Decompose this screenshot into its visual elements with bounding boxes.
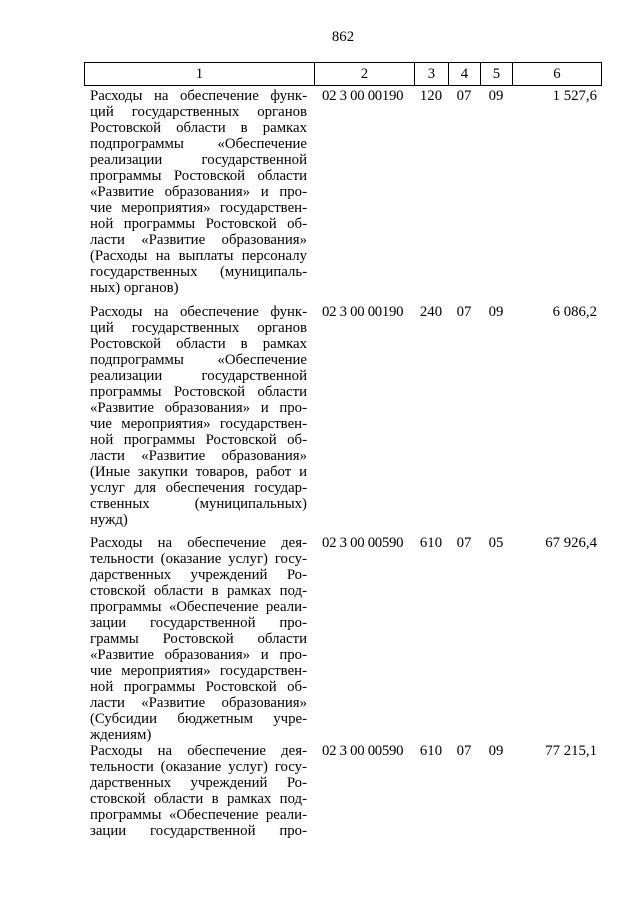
amount-cell: 77 215,1 [545, 743, 597, 759]
description-line: чие мероприятия» государствен- [90, 200, 307, 216]
description-line: (Субсидии бюджетным учре- [90, 711, 307, 727]
description-line: чие мероприятия» государствен- [90, 663, 307, 679]
description-line: стовской области в рамках под- [90, 791, 307, 807]
description-line: ной программы Ростовской об- [90, 679, 307, 695]
col5-cell: 09 [488, 743, 504, 759]
table-row [84, 535, 602, 743]
description-line: тельности (оказание услуг) госу- [90, 759, 307, 775]
description-cell [84, 304, 314, 528]
col4-cell: 07 [456, 304, 472, 320]
col3-cell: 240 [419, 304, 443, 320]
description-line: ных) органов) [90, 280, 179, 296]
col4-cell: 07 [456, 743, 472, 759]
header-col-2: 2 [314, 63, 414, 85]
description-line: подпрограммы «Обеспечение [90, 352, 307, 368]
description-line: Расходы на обеспечение дея- [90, 743, 307, 759]
description-line: (Расходы на выплаты персоналу [90, 248, 307, 264]
description-line: зации государственной про- [90, 823, 307, 839]
page-number: 862 [331, 29, 355, 45]
description-line: (Иные закупки товаров, работ и [90, 464, 307, 480]
description-line: программы «Обеспечение реали- [90, 807, 307, 823]
description-line: ций государственных органов [90, 104, 307, 120]
header-col-1: 1 [195, 66, 204, 82]
description-line: Расходы на обеспечение дея- [90, 535, 307, 551]
amount-cell: 67 926,4 [545, 535, 597, 551]
description-line: чие мероприятия» государствен- [90, 416, 307, 432]
description-line: ций государственных органов [90, 320, 307, 336]
col5-cell: 09 [488, 88, 504, 104]
description-line: подпрограммы «Обеспечение [90, 136, 307, 152]
description-line: зации государственной про- [90, 615, 307, 631]
table-row [84, 304, 602, 535]
description-line: дарственных учреждений Ро- [90, 775, 307, 791]
description-line: услуг для обеспечения государ- [90, 480, 307, 496]
table-body [84, 86, 602, 839]
description-line: нужд) [90, 512, 128, 528]
code-cell: 02 3 00 00190 [322, 304, 404, 320]
description-cell [84, 535, 314, 743]
col3-cell: 610 [419, 535, 443, 551]
col5-cell: 05 [488, 535, 504, 551]
table-header-row [84, 62, 602, 86]
amount-cell: 6 086,2 [552, 304, 597, 320]
description-line: ной программы Ростовской об- [90, 432, 307, 448]
col5-cell: 09 [488, 304, 504, 320]
col4-cell: 07 [456, 535, 472, 551]
budget-table [84, 62, 602, 839]
amount-cell: 1 527,6 [552, 88, 597, 104]
header-col-3: 3 [414, 63, 448, 85]
description-line: программы «Обеспечение реали- [90, 599, 307, 615]
table-row [84, 743, 602, 839]
header-col-5: 5 [480, 63, 512, 85]
code-cell: 02 3 00 00190 [322, 88, 404, 104]
description-line: государственных (муниципаль- [90, 264, 307, 280]
description-line: ной программы Ростовской об- [90, 216, 307, 232]
description-line: граммы Ростовской области [90, 631, 307, 647]
description-line: тельности (оказание услуг) госу- [90, 551, 307, 567]
description-line: программы Ростовской области [90, 168, 307, 184]
description-line: ласти «Развитие образования» [90, 232, 307, 248]
description-line: Ростовской области в рамках [90, 336, 307, 352]
description-line: ственных (муниципальных) [90, 496, 307, 512]
code-cell: 02 3 00 00590 [322, 535, 404, 551]
description-line: Расходы на обеспечение функ- [90, 88, 307, 104]
description-line: «Развитие образования» и про- [90, 647, 307, 663]
description-line: ждениям) [90, 727, 152, 743]
col3-cell: 120 [419, 88, 443, 104]
description-line: ласти «Развитие образования» [90, 695, 307, 711]
description-line: «Развитие образования» и про- [90, 184, 307, 200]
description-line: реализации государственной [90, 152, 307, 168]
description-line: ласти «Развитие образования» [90, 448, 307, 464]
col4-cell: 07 [456, 88, 472, 104]
header-col-6: 6 [512, 63, 601, 85]
description-cell [84, 88, 314, 296]
description-cell [84, 743, 314, 839]
col3-cell: 610 [419, 743, 443, 759]
description-line: реализации государственной [90, 368, 307, 384]
description-line: дарственных учреждений Ро- [90, 567, 307, 583]
description-line: стовской области в рамках под- [90, 583, 307, 599]
description-line: Ростовской области в рамках [90, 120, 307, 136]
header-col-4: 4 [448, 63, 480, 85]
description-line: «Развитие образования» и про- [90, 400, 307, 416]
table-row [84, 88, 602, 304]
description-line: Расходы на обеспечение функ- [90, 304, 307, 320]
description-line: программы Ростовской области [90, 384, 307, 400]
code-cell: 02 3 00 00590 [322, 743, 404, 759]
